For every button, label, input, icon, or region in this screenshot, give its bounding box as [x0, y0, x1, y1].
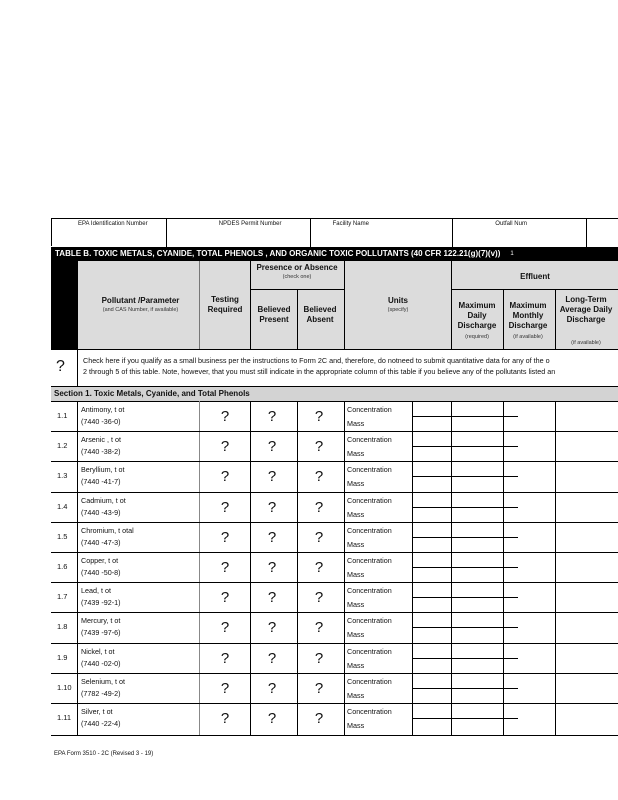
- cas-number: (7439 -92-1): [81, 598, 121, 607]
- testing-required-checkbox[interactable]: ?: [220, 650, 230, 667]
- units-cell: Concentration Mass: [347, 616, 392, 639]
- testing-required-checkbox[interactable]: ?: [220, 438, 230, 455]
- table-row: [51, 402, 618, 432]
- testing-required-checkbox[interactable]: ?: [220, 468, 230, 485]
- cas-number: (7782 -49-2): [81, 689, 121, 698]
- col-presence-sub: (check one): [282, 274, 312, 280]
- col-max-daily: Maximum Daily Discharge: [457, 301, 497, 330]
- small-business-checkbox[interactable]: ?: [56, 358, 65, 375]
- believed-absent-checkbox[interactable]: ?: [314, 680, 324, 697]
- row-number: 1.10: [57, 683, 72, 692]
- col-units-sub: (specify): [387, 307, 409, 313]
- row-number: 1.3: [57, 471, 68, 480]
- units-cell: Concentration Mass: [347, 677, 392, 700]
- testing-required-checkbox[interactable]: ?: [220, 710, 230, 727]
- row-number: 1.8: [57, 622, 68, 631]
- col-effluent: Effluent: [520, 272, 550, 281]
- table-row: [51, 553, 618, 583]
- units-cell: Concentration Mass: [347, 707, 392, 730]
- pollutant-name: Lead, t ot (7439 -92-1): [81, 586, 121, 607]
- believed-absent-checkbox[interactable]: ?: [314, 438, 324, 455]
- cas-number: (7440 -47-3): [81, 538, 121, 547]
- pollutant-name: Silver, t ot (7440 -22-4): [81, 707, 121, 728]
- units-cell: Concentration Mass: [347, 647, 392, 670]
- believed-present-checkbox[interactable]: ?: [267, 408, 277, 425]
- believed-absent-checkbox[interactable]: ?: [314, 468, 324, 485]
- units-cell: Concentration Mass: [347, 405, 392, 428]
- col-believed-present: Believed Present: [257, 305, 291, 324]
- cas-number: (7440 -41-7): [81, 477, 121, 486]
- testing-required-checkbox[interactable]: ?: [220, 529, 230, 546]
- units-cell: Concentration Mass: [347, 556, 392, 579]
- believed-absent-checkbox[interactable]: ?: [314, 619, 324, 636]
- pollutant-name: Nickel, t ot (7440 -02-0): [81, 647, 121, 668]
- col-testing-required: Testing Required: [207, 295, 243, 314]
- testing-required-checkbox[interactable]: ?: [220, 499, 230, 516]
- believed-absent-checkbox[interactable]: ?: [314, 529, 324, 546]
- table-title: TABLE B. TOXIC METALS, CYANIDE, TOTAL PHENOLS , AND ORGANIC TOXIC POLLUTANTS (40 CFR 122.21(g)(7)(v)) $^1$: [51, 247, 618, 261]
- header-black-column: [51, 261, 77, 349]
- pollutant-name: Copper, t ot (7440 -50-8): [81, 556, 121, 577]
- table-row: [51, 432, 618, 462]
- facility-name-field[interactable]: Facility Name: [311, 219, 454, 247]
- col-pollutant: Pollutant /Parameter: [101, 296, 180, 305]
- row-number: 1.9: [57, 653, 68, 662]
- cas-number: (7440 -22-4): [81, 719, 121, 728]
- row-number: 1.5: [57, 532, 68, 541]
- pollutant-name: Cadmium, t ot (7440 -43-9): [81, 496, 126, 517]
- form-footer: EPA Form 3510 - 2C (Revised 3 - 19): [54, 751, 154, 757]
- units-cell: Concentration Mass: [347, 526, 392, 549]
- believed-present-checkbox[interactable]: ?: [267, 529, 277, 546]
- col-believed-absent: Believed Absent: [303, 305, 337, 324]
- cas-number: (7440 -02-0): [81, 659, 121, 668]
- pollutant-name: Chromium, t otal (7440 -47-3): [81, 526, 134, 547]
- believed-absent-checkbox[interactable]: ?: [314, 589, 324, 606]
- col-long-term: Long-Term Average Daily Discharge: [559, 295, 613, 324]
- npdes-permit-field[interactable]: NPDES Permit Number: [167, 219, 311, 247]
- units-cell: Concentration Mass: [347, 586, 392, 609]
- believed-present-checkbox[interactable]: ?: [267, 438, 277, 455]
- facility-id-header: [51, 218, 618, 246]
- believed-present-checkbox[interactable]: ?: [267, 589, 277, 606]
- col-presence: Presence or Absence: [256, 263, 338, 272]
- pollutant-name: Mercury, t ot (7439 -97-6): [81, 616, 121, 637]
- units-cell: Concentration Mass: [347, 465, 392, 488]
- believed-absent-checkbox[interactable]: ?: [314, 499, 324, 516]
- believed-present-checkbox[interactable]: ?: [267, 499, 277, 516]
- testing-required-checkbox[interactable]: ?: [220, 680, 230, 697]
- outfall-number-field[interactable]: Outfall Num: [453, 219, 587, 247]
- believed-absent-checkbox[interactable]: ?: [314, 559, 324, 576]
- table-row: [51, 704, 618, 734]
- epa-id-field[interactable]: EPA Identification Number: [52, 219, 167, 247]
- row-number: 1.2: [57, 441, 68, 450]
- row-number: 1.4: [57, 502, 68, 511]
- testing-required-checkbox[interactable]: ?: [220, 619, 230, 636]
- believed-present-checkbox[interactable]: ?: [267, 619, 277, 636]
- table-row: [51, 613, 618, 643]
- table-row: [51, 674, 618, 704]
- row-number: 1.11: [57, 713, 72, 722]
- col-long-term-sub: (if available): [571, 340, 601, 346]
- cas-number: (7439 -97-6): [81, 628, 121, 637]
- testing-required-checkbox[interactable]: ?: [220, 559, 230, 576]
- believed-present-checkbox[interactable]: ?: [267, 680, 277, 697]
- pollutant-name: Selenium, t ot (7782 -49-2): [81, 677, 125, 698]
- footnote-mark: 1: [510, 251, 514, 257]
- believed-present-checkbox[interactable]: ?: [267, 468, 277, 485]
- testing-required-checkbox[interactable]: ?: [220, 408, 230, 425]
- col-max-monthly-sub: (if available): [513, 334, 543, 340]
- col-max-monthly: Maximum Monthly Discharge: [508, 301, 548, 330]
- pollutant-name: Beryllium, t ot (7440 -41-7): [81, 465, 125, 486]
- pollutant-name: Antimony, t ot (7440 -36-0): [81, 405, 125, 426]
- cas-number: (7440 -38-2): [81, 447, 121, 456]
- units-cell: Concentration Mass: [347, 496, 392, 519]
- believed-absent-checkbox[interactable]: ?: [314, 710, 324, 727]
- table-row: [51, 493, 618, 523]
- believed-absent-checkbox[interactable]: ?: [314, 408, 324, 425]
- pollutant-name: Arsenic , t ot (7440 -38-2): [81, 435, 121, 456]
- units-cell: Concentration Mass: [347, 435, 392, 458]
- believed-present-checkbox[interactable]: ?: [267, 559, 277, 576]
- col-max-daily-sub: (required): [465, 334, 489, 340]
- row-number: 1.1: [57, 411, 68, 420]
- row-number: 1.7: [57, 592, 68, 601]
- believed-absent-checkbox[interactable]: ?: [314, 650, 324, 667]
- col-pollutant-sub: (and CAS Number, if available): [102, 307, 179, 313]
- testing-required-checkbox[interactable]: ?: [220, 589, 230, 606]
- cas-number: (7440 -36-0): [81, 417, 121, 426]
- table-row: [51, 583, 618, 613]
- table-row: [51, 523, 618, 553]
- table-row: [51, 462, 618, 492]
- believed-present-checkbox[interactable]: ?: [267, 650, 277, 667]
- table-row: [51, 644, 618, 674]
- section-heading: Section 1. Toxic Metals, Cyanide, and Total Phenols: [51, 387, 618, 401]
- col-units: Units: [388, 296, 408, 305]
- row-number: 1.6: [57, 562, 68, 571]
- small-business-note: Check here if you qualify as a small business per the instructions to Form 2C and, therefore, do notneed to submit quantitative data for any of the o 2 through 5 of this table. Note, however, that you must still indicate in the appropriate column of this table if you believe any of the pollutants listed an: [83, 356, 556, 376]
- cas-number: (7440 -43-9): [81, 508, 121, 517]
- cas-number: (7440 -50-8): [81, 568, 121, 577]
- believed-present-checkbox[interactable]: ?: [267, 710, 277, 727]
